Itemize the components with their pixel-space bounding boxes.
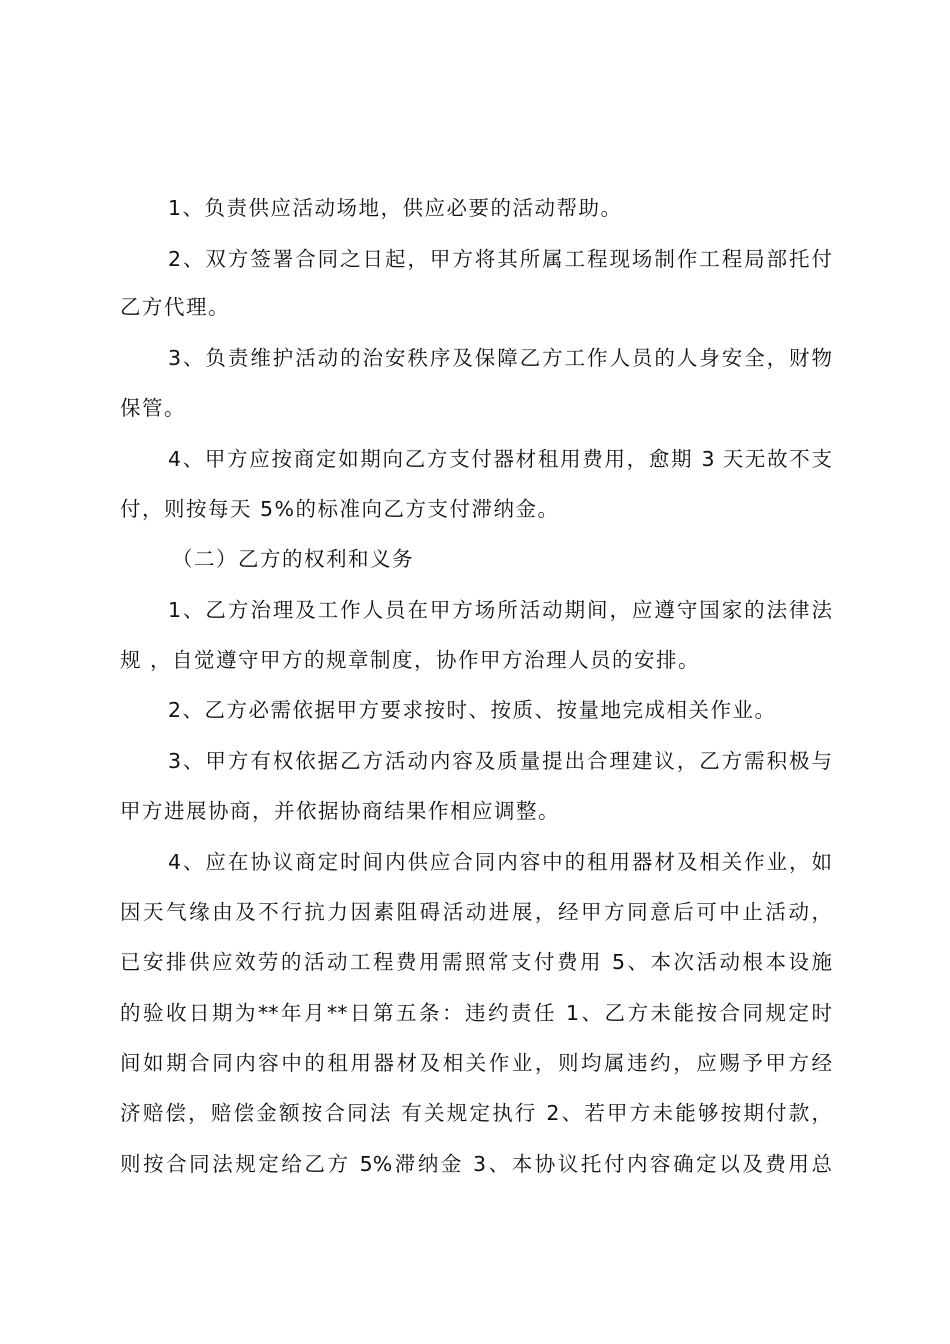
paragraph-line: 保管。 — [120, 396, 186, 420]
paragraph-line: 2、乙方必需依据甲方要求按时、按质、按量地完成相关作业。 — [168, 698, 777, 722]
paragraph-line: 1、负责供应活动场地，供应必要的活动帮助。 — [168, 196, 623, 220]
paragraph-line: 乙方代理。 — [120, 295, 230, 319]
paragraph-line: 因天气缘由及不行抗力因素阻碍活动进展，经甲方同意后可中止活动， — [120, 900, 832, 924]
section-heading: （二）乙方的权利和义务 — [172, 547, 414, 571]
paragraph-line: 的验收日期为**年月**日第五条：违约责任 1、乙方未能按合同规定时 — [120, 1001, 832, 1025]
paragraph-line: 3、负责维护活动的治安秩序及保障乙方工作人员的人身安全，财物 — [168, 346, 832, 370]
paragraph-line: 间如期合同内容中的租用器材及相关作业，则均属违约，应赐予甲方经 — [120, 1051, 832, 1075]
paragraph-line: 3、甲方有权依据乙方活动内容及质量提出合理建议，乙方需积极与 — [168, 749, 832, 773]
paragraph-line: 则按合同法规定给乙方 5%滞纳金 3、本协议托付内容确定以及费用总 — [120, 1152, 832, 1176]
paragraph-line: 已安排供应效劳的活动工程费用需照常支付费用 5、本次活动根本设施 — [120, 950, 832, 974]
paragraph-line: 4、应在协议商定时间内供应合同内容中的租用器材及相关作业，如 — [168, 850, 832, 874]
paragraph-line: 付，则按每天 5%的标准向乙方支付滞纳金。 — [120, 497, 560, 521]
paragraph-line: 1、乙方治理及工作人员在甲方场所活动期间，应遵守国家的法律法 — [168, 598, 832, 622]
paragraph-line: 2、双方签署合同之日起，甲方将其所属工程现场制作工程局部托付 — [168, 247, 832, 271]
paragraph-line: 4、甲方应按商定如期向乙方支付器材租用费用，愈期 3 天无故不支 — [168, 447, 832, 471]
paragraph-line: 规 ，自觉遵守甲方的规章制度，协作甲方治理人员的安排。 — [120, 648, 701, 672]
paragraph-line: 甲方进展协商，并依据协商结果作相应调整。 — [120, 799, 560, 823]
paragraph-line: 济赔偿，赔偿金额按合同法 有关规定执行 2、若甲方未能够按期付款， — [120, 1101, 832, 1125]
